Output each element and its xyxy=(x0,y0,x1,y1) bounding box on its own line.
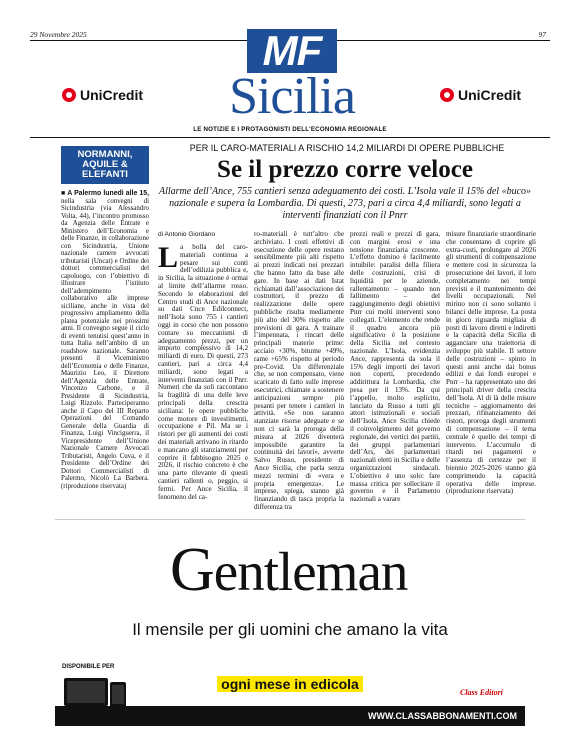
ad-slogan: Il mensile per gli uomini che amano la vita xyxy=(132,620,448,639)
column-box-title: NORMANNI, AQUILE & ELEFANTI xyxy=(61,146,149,184)
article-column-2: ro-materiali è tutt’altro che archiviato. I costi effettivi di esecuzione delle opere restano sensibilmente più alti rispetto ai prezzi indicati nei prezzari che hanno fatto da base alle gare. In base ai dati Istat richiamati dall’associazione dei costruttori, il prezzo di realizzazione delle opere pubbliche risulta mediamente più alto del 30% rispetto alle previsioni di gara. A trainare l’impennata, i rincari delle principali materie prime: acciaio +30%, bitume +49%, rame +65% rispetto al periodo pre-Covid. Un differenziale che, se non compensato, viene scaricato di fatto sulle imprese esecutrici, chiamate a sostenere anticipazioni sempre più pesanti per tenere i cantieri in attività. «Se non saranno stanziate risorse adeguate e se non ci sarà la proroga della misura al 2026 diventerà impossibile garantire la continuità dei lavori», avverte Salvo Russo, presidente di Ance Sicilia, che parla senza mezzi termini di «vera e propria emergenza». Le imprese, spiega, stanno già finanziando di tasca propria la differenza tra xyxy=(254,230,344,511)
sponsor-name: UniCredit xyxy=(458,87,521,103)
sidebar-text xyxy=(61,190,149,490)
sponsor-name: UniCredit xyxy=(80,87,143,103)
ad-url[interactable]: WWW.CLASSABBONAMENTI.COM xyxy=(368,711,517,721)
unicredit-icon xyxy=(62,88,76,102)
article-column-1 xyxy=(158,241,248,501)
article-summary: Allarme dell’Ance, 755 cantieri senza adeguamento dei costi. L’Isola vale il 15% del «buco» nazionale e supera la Lombardia. Di questi, 273, pari a circa 4,4 miliardi, sono legati a interventi finanziati con il Pnrr xyxy=(158,186,532,221)
ad-edicola: ogni mese in edicola xyxy=(55,676,525,692)
available-label: DISPONIBILE PER xyxy=(62,664,115,670)
class-editori-logo: Class Editori xyxy=(460,688,503,697)
sidebar-body: nella sala convegni di Sicindustria (via Alessandro Volta, 44), l’incontro promosso da Agenzia delle Entrate e Ministero dell’Economia e delle Finanze, in collaborazione con Sicindustria, Unione nazionale camere avvocati tributaristi (Uncat) e Ordine dei dottori commercialisti del capoluogo, con l’obiettivo di illustrare l’istituto dell’adempimento collaborativo alle imprese siciliane, anche in vista del progressivo ampliamento della platea potenziale nei prossimi anni. Il convegno segue il ciclo di eventi tenutisi quest’anno in tutta Italia nell’ambito di un roadshow nazionale. Saranno presenti il Viceministro dell’Economia e delle Finanze, Maurizio Leo, il Direttore dell’Agenzia delle Entrate, Vincenzo Carbone, e il Presidente di Sicindustria, Luigi Rizzolo. Parteciperanno anche il Capo del III Reparto Operazioni del Comando Generale della Guardia di Finanza, Luigi Vinciguerra, il Vicepresidente dell’Unione Nazionale Camere Avvocati Tributaristi, Angelo Cuva, e il Presidente dell’Ordine dei Dottori Commercialisti di Palermo, Nicolò La Barbera. (riproduzione riservata) xyxy=(61,197,150,490)
column-text: a bolla del caro-materiali continua a pesare sui conti dell’edilizia pubblica e, in Sicilia, la situazione è ormai al limite dell’allarme rosso. Secondo le elaborazioni del Centro studi di Ance nazionale su dati Cnce Edilconnect, nell’Isola sono 755 i cantieri oggi in corso che non possono contare su meccanismi di adeguamento prezzi, per un importo complessivo di 14,2 miliardi di euro. Di questi, 273 cantieri, pari a circa 4,4 miliardi, sono legati a interventi finanziati con il Pnrr. Numeri che da soli raccontano la fragilità di una delle leve principali della crescita siciliana: le opere pubbliche come motore di investimenti, occupazione e Pil. Ma se i ristori per gli aumenti dei costi dei materiali arrivano in ritardo e mancano gli stanziamenti per coprire il fabbisogno 2025 e 2026, il rischio concreto è che una parte rilevante di questi cantieri rallenti o, peggio, si fermi. Per Ance Sicilia, il fenomeno del ca- xyxy=(158,243,248,501)
drop-cap: L xyxy=(158,241,179,274)
unicredit-icon xyxy=(440,88,454,102)
page-date: 29 Novembre 2025 xyxy=(30,30,87,39)
article-kicker: PER IL CARO-MATERIALI A RISCHIO 14,2 MILIARDI DI OPERE PUBBLICHE xyxy=(189,143,505,153)
unicredit-logo-left xyxy=(62,86,143,104)
masthead-rule xyxy=(30,137,550,138)
mf-logo: MF xyxy=(247,29,337,73)
gentleman-logo: Gentleman xyxy=(170,536,408,604)
article-byline: di Antonio Giordano xyxy=(158,231,216,238)
article-column-4: misure finanziarie straordinarie che consentano di coprire gli extra-costi, prolungare al 2026 gli strumenti di compensazione e mettere così in sicurezza la prosecuzione dei lavori, il loro completamento nei tempi previsti e il mantenimento dei livelli occupazionali. Nel mirino non ci sono soltanto i bilanci delle imprese. La posta in gioco riguarda migliaia di posti di lavoro diretti e indiretti e la capacità della Sicilia di agganciare una traiettoria di sviluppo più stabile. Il settore delle costruzioni – spinto in questi anni anche dai bonus edilizi e dai fondi europei e Pnrr – ha rappresentato uno dei principali driver della crescita dell’Isola. Al di là delle misure tecniche – aggiornamento dei prezzari, rifinanziamento dei ristori, proroga degli strumenti di compensazione – il tema centrale è quello dei tempi di intervento. L’accumulo di ritardi nei pagamenti e l’assenza di certezze per il biennio 2025-2026 stanno già comprimendo la capacità operativa delle imprese. (riproduzione riservata) xyxy=(446,230,536,496)
article-column-3: prezzi reali e prezzi di gara, con margini erosi e una tensione finanziaria crescente. L’effetto domino è facilmente intuibile: paralisi della filiera delle costruzioni, crisi di liquidità per le aziende, rallentamento – quando non fallimento – del raggiungimento degli obiettivi Pnrr cui molti interventi sono collegati. L’elemento che rende il quadro ancora più significativo è la posizione della Sicilia nel contesto nazionale. L’Isola, evidenzia Ance, rappresenta da sola il 15% degli importi dei lavori non coperti, precedendo addirittura la Lombardia, che pesa per il 13%. Da qui l’appello, molto esplicito, lanciato da Russo a tutti gli attori istituzionali e sociali dell’Isola. Ance Sicilia chiede il coinvolgimento del governo regionale, dei vertici dei partiti, dei gruppi parlamentari dell’Ars, dei parlamentari nazionali eletti in Sicilia e delle organizzazioni sindacali. L’obiettivo è uno solo: fare massa critica per sollecitare il governo e il Parlamento nazionali a varare xyxy=(350,230,440,504)
sidebar-lead: ■ A Palermo lunedì alle 15, xyxy=(61,190,149,197)
sicilia-logo: Sicilia xyxy=(229,68,355,125)
unicredit-logo-right xyxy=(440,86,521,104)
ad-url-bar[interactable] xyxy=(55,706,525,726)
page-number: 97 xyxy=(538,30,546,39)
masthead-tagline: LE NOTIZIE E I PROTAGONISTI DELL'ECONOMIA REGIONALE xyxy=(193,126,387,133)
article-headline: Se il prezzo corre veloce xyxy=(217,156,473,183)
